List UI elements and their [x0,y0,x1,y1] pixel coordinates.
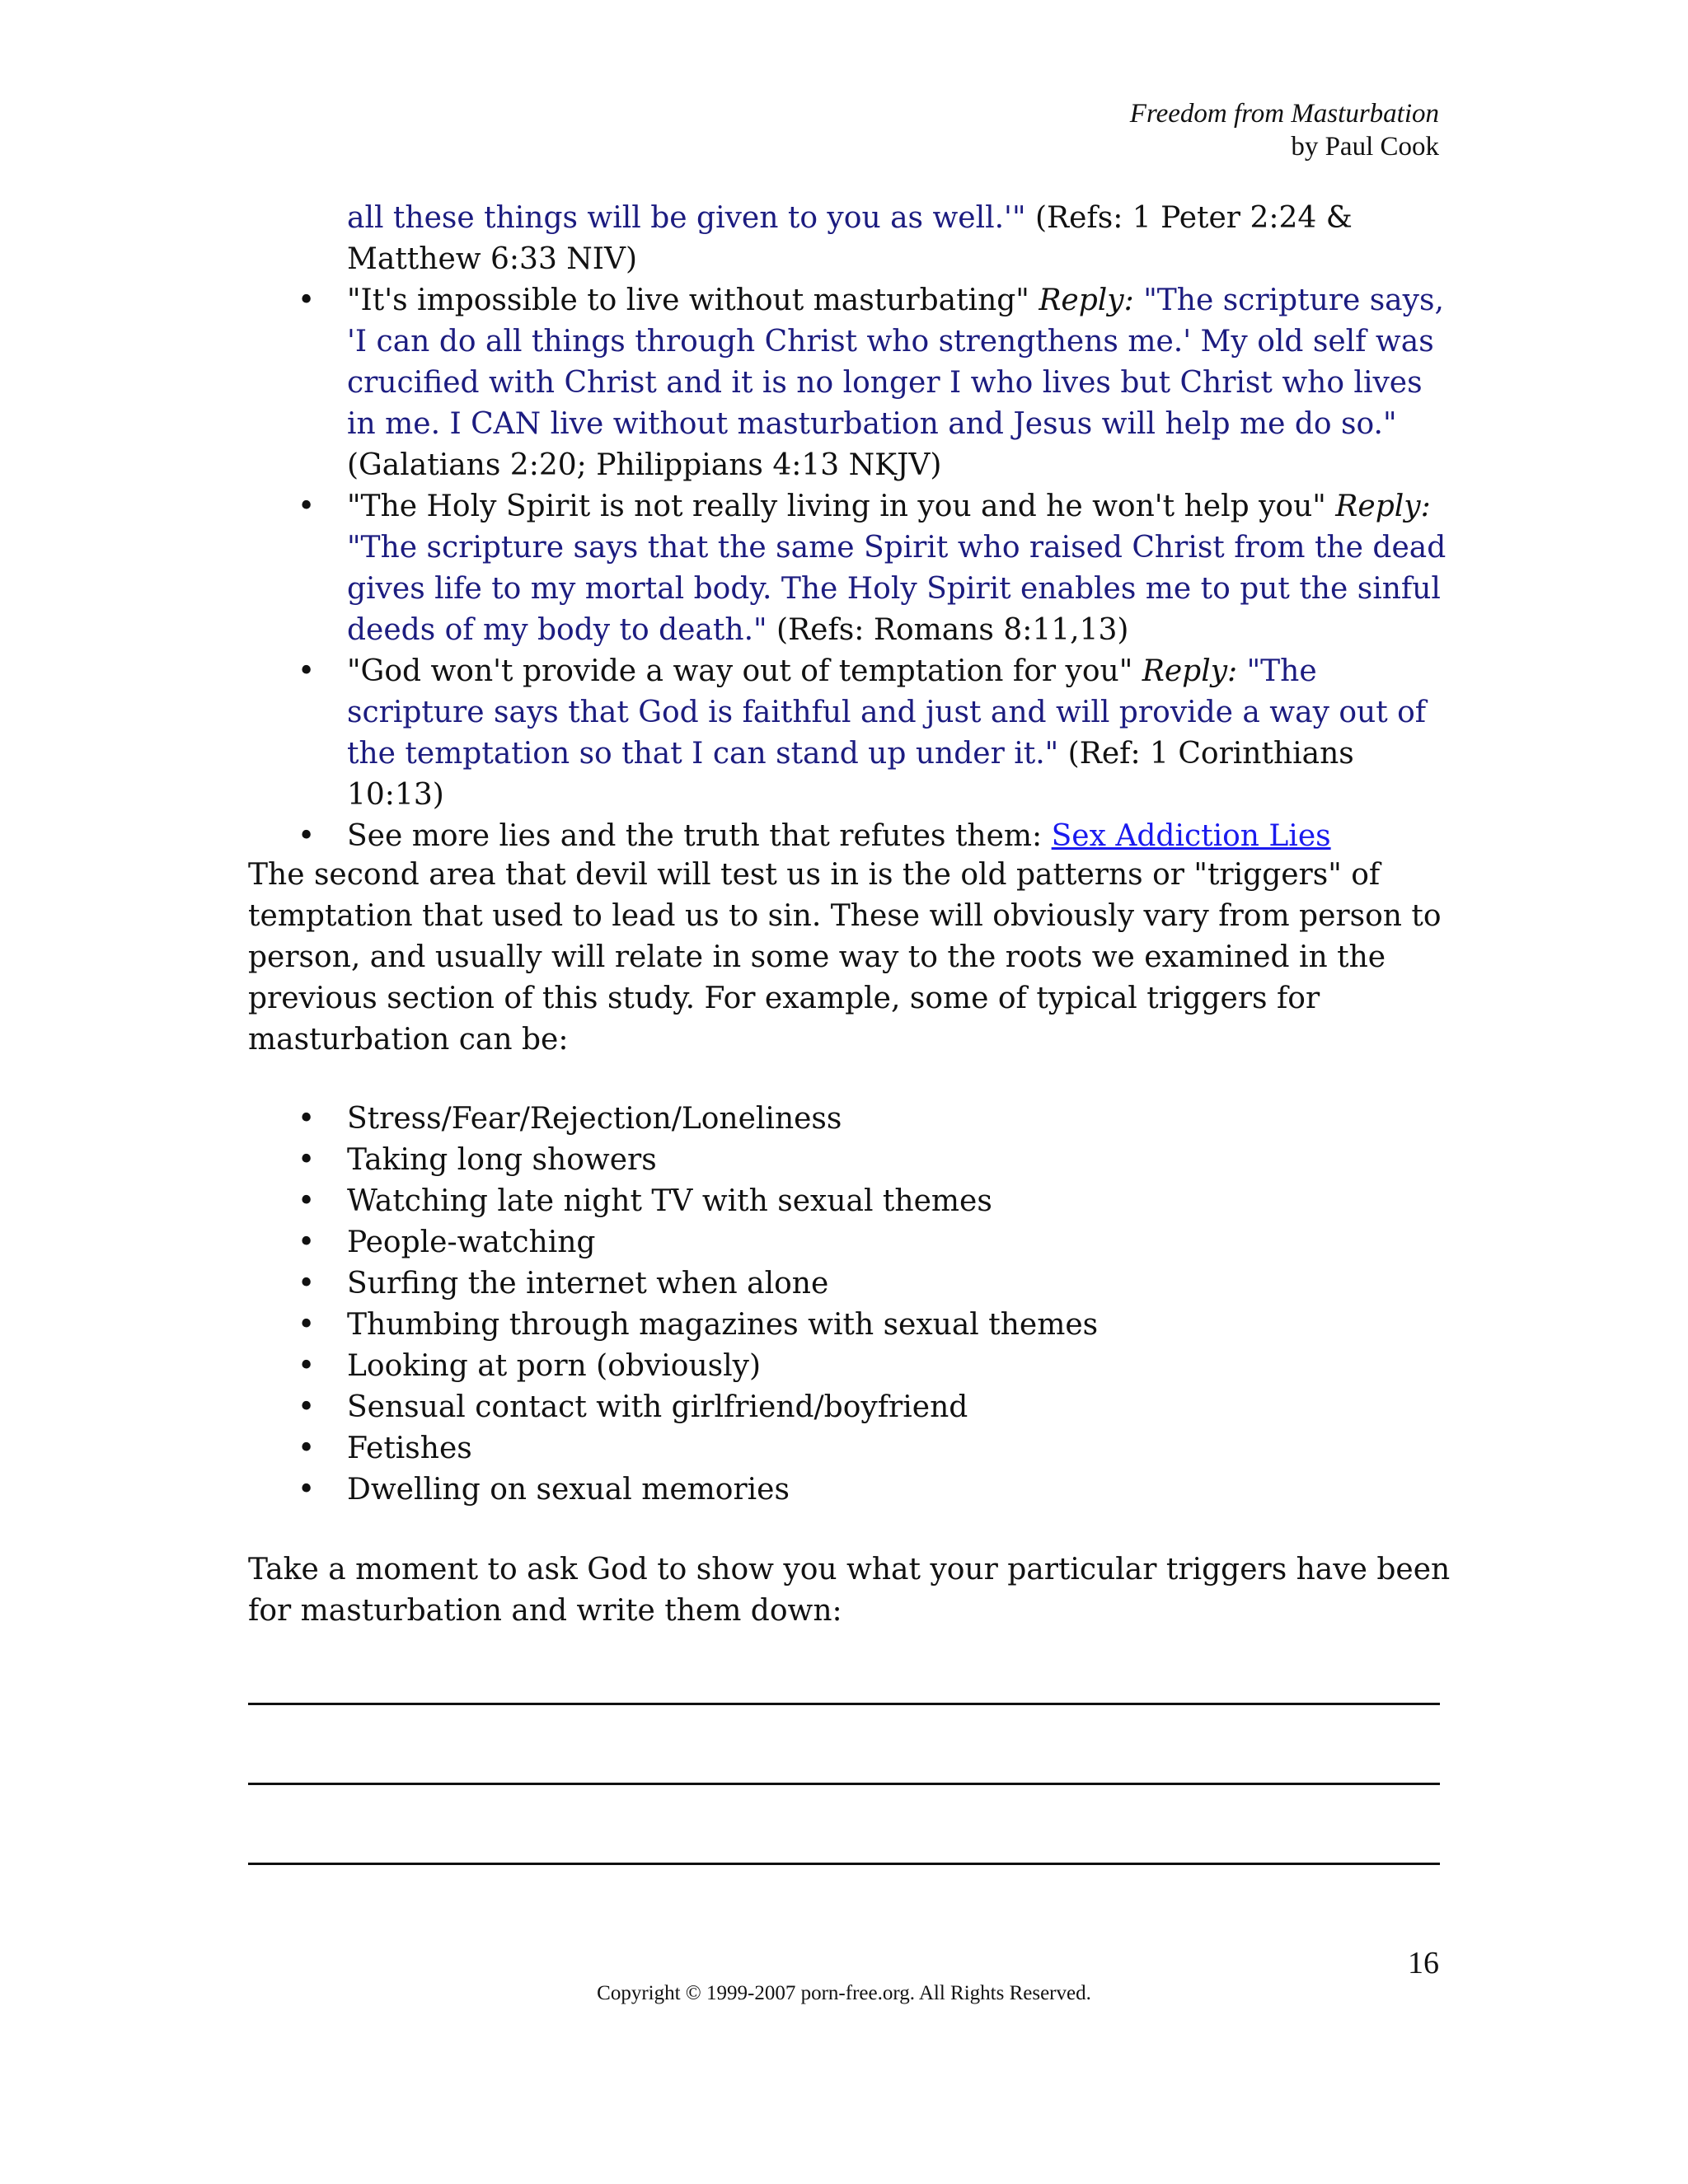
writing-line [248,1783,1440,1785]
continued-bullet-text [347,198,1451,280]
list-item [248,1263,1451,1305]
reply-label: Reply: [1335,490,1431,523]
trigger-text: Surfing the internet when alone [347,1267,829,1301]
lie-text: "God won't provide a way out of temptation for you" [347,654,1142,688]
write-triggers-paragraph: Take a moment to ask God to show you what your particular triggers have been for masturbation and write them down: [248,1553,1451,1628]
bullet-icon: • [298,1267,316,1301]
list-item [248,1140,1451,1181]
bullet-icon: • [298,1226,316,1259]
lie-text: "It's impossible to live without masturbating" [347,284,1039,317]
reply-label: Reply: [1142,654,1238,688]
triggers-intro-paragraph: The second area that devil will test us in is the old patterns or "triggers" of temptation that used to lead us to sin. These will obviously vary from person to person, and usually will relate in some way to the roots we examined in the previous section of this study. For example, some of typical triggers for masturbation can be: [248,858,1442,1057]
list-item [248,1222,1451,1263]
list-item [248,1428,1451,1469]
lie-text: "The Holy Spirit is not really living in you and he won't help you" [347,490,1336,523]
list-item [248,1346,1451,1387]
scripture-quote: all these things will be given to you as well.'" [347,201,1026,235]
trigger-text: Sensual contact with girlfriend/boyfriend [347,1390,968,1424]
bullet-icon: • [298,284,316,317]
trigger-text: Looking at porn (obviously) [347,1349,762,1383]
reply-text: "The scripture says that God is faithful and just and will provide a way out of the temptation so that I can stand up under it." [347,654,1427,771]
bullet-icon: • [298,1390,316,1424]
bullet-icon: • [298,819,316,853]
trigger-text: People-watching [347,1226,596,1259]
bullet-icon: • [298,490,316,523]
see-more-text: See more lies and the truth that refutes them: [347,819,1052,853]
list-item [248,816,1451,857]
header-author: by Paul Cook [1291,132,1439,162]
list-item [248,1099,1451,1140]
bullet-icon: • [298,654,316,688]
scripture-reference: (Ref: 1 Corinthians 10:13) [347,737,1354,812]
copyright-footer: Copyright © 1999-2007 porn-free.org. All Rights Reserved. [597,1982,1091,2004]
trigger-text: Thumbing through magazines with sexual themes [347,1308,1099,1342]
trigger-text: Taking long showers [347,1143,657,1177]
header-title: Freedom from Masturbation [1129,99,1439,129]
bullet-icon: • [298,1308,316,1342]
reply-text: "The scripture says that the same Spirit who raised Christ from the dead gives life to my mortal body. The Holy Spirit enables me to put the sinful deeds of my body to death." [347,531,1447,647]
trigger-text: Dwelling on sexual memories [347,1473,790,1507]
bullet-icon: • [298,1432,316,1465]
writing-line [248,1863,1440,1865]
writing-line [248,1703,1440,1705]
scripture-reference: (Refs: Romans 8:11,13) [767,613,1129,647]
bullet-icon: • [298,1184,316,1218]
triggers-list [248,1099,1451,1511]
sex-addiction-lies-link[interactable]: Sex Addiction Lies [1051,819,1331,853]
list-item [248,1387,1451,1428]
scripture-reference: (Galatians 2:20; Philippians 4:13 NKJV) [347,448,942,482]
bullet-icon: • [298,1143,316,1177]
list-item [248,1469,1451,1511]
trigger-text: Fetishes [347,1432,472,1465]
reply-text: "The scripture says, 'I can do all things through Christ who strengthens me.' My old self was crucified with Christ and it is no longer I who lives but Christ who lives in me. I CAN live without masturbation and Jesus will help me do so." [347,284,1444,441]
trigger-text: Watching late night TV with sexual themes [347,1184,992,1218]
list-item [248,651,1451,816]
list-item [248,486,1451,651]
list-item [248,280,1451,486]
bullet-icon: • [298,1102,316,1136]
lies-list [248,280,1451,857]
reply-label: Reply: [1039,284,1134,317]
trigger-text: Stress/Fear/Rejection/Loneliness [347,1102,842,1136]
running-header [1130,97,1439,163]
page-number: 16 [1408,1946,1439,1980]
scripture-reference: (Refs: 1 Peter 2:24 & Matthew 6:33 NIV) [347,201,1353,276]
bullet-icon: • [298,1473,316,1507]
list-item [248,1305,1451,1346]
bullet-icon: • [298,1349,316,1383]
list-item [248,1181,1451,1222]
